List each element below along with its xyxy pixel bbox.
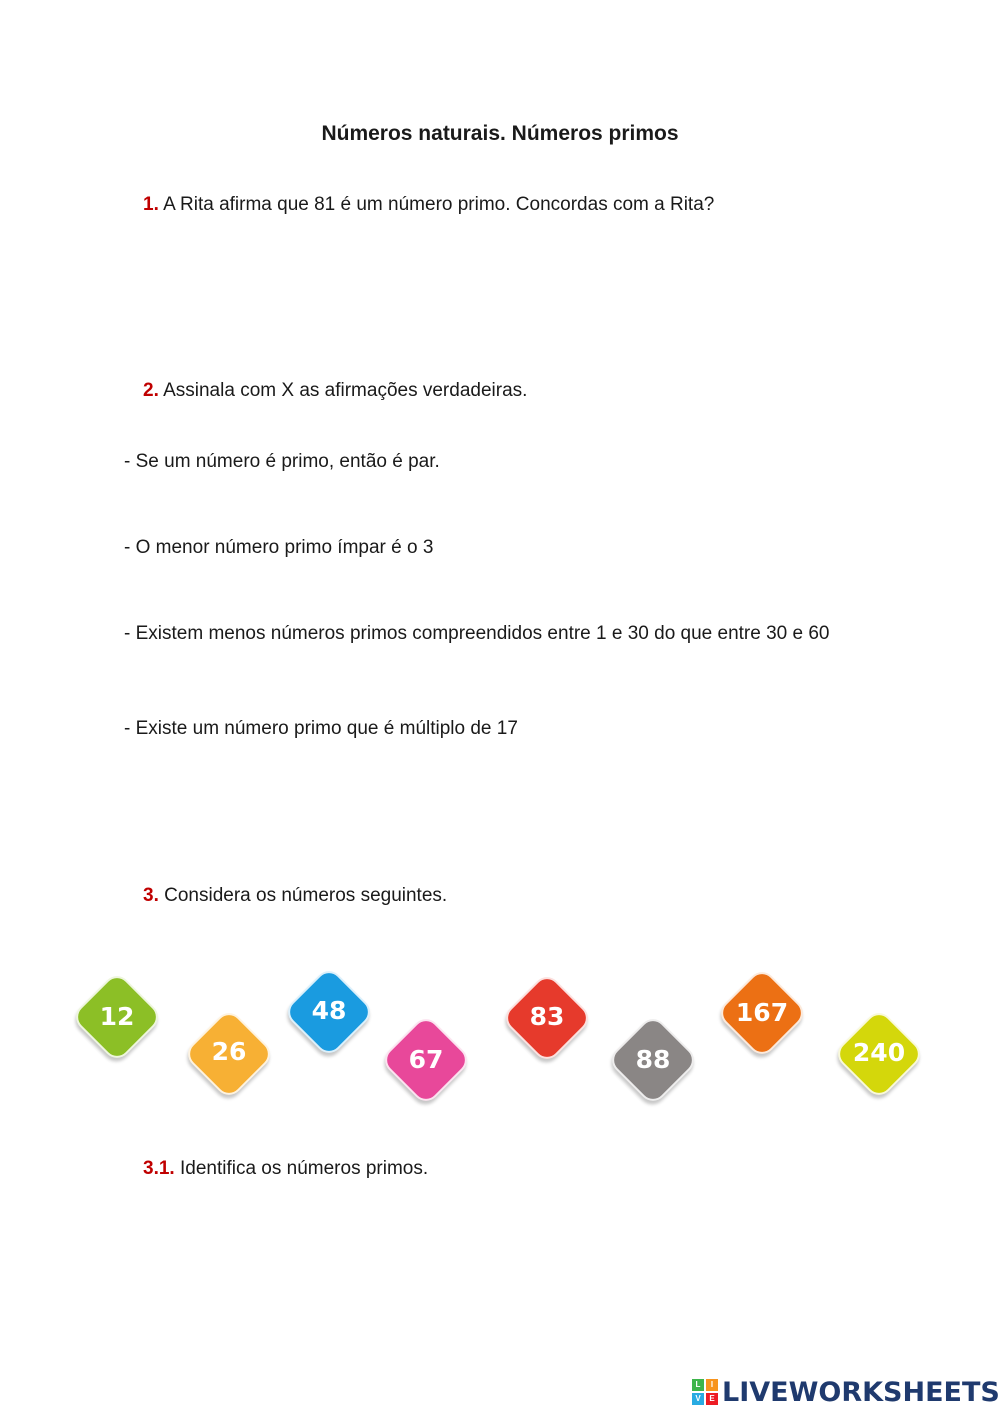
question-2 — [143, 380, 527, 402]
question-text: Identifica os números primos. — [179, 1158, 429, 1179]
question-number: 3.1. — [143, 1158, 175, 1179]
number-tile-label: 48 — [311, 996, 347, 1025]
question-3-1 — [143, 1158, 428, 1180]
number-tile-label: 240 — [852, 1038, 906, 1067]
question-text: A Rita afirma que 81 é um número primo. Concordas com a Rita? — [163, 194, 715, 215]
logo-text: LIVEWORKSHEETS — [722, 1376, 1000, 1408]
number-tile-label: 83 — [529, 1002, 565, 1031]
number-tile-label: 26 — [211, 1037, 247, 1066]
statement-3: - Existem menos números primos compreendidos entre 1 e 30 do que entre 30 e 60 — [124, 623, 830, 644]
number-tile-label: 88 — [635, 1045, 671, 1074]
question-text: Assinala com X as afirmações verdadeiras. — [163, 380, 528, 401]
question-number: 1. — [143, 194, 159, 215]
question-1 — [143, 194, 714, 216]
question-number: 3. — [143, 885, 159, 906]
logo-grid-icon: L I V E — [692, 1379, 718, 1405]
page-title: Números naturais. Números primos — [321, 122, 679, 145]
liveworksheets-logo — [692, 1376, 1000, 1408]
statement-2: - O menor número primo ímpar é o 3 — [124, 537, 434, 558]
question-number: 2. — [143, 380, 159, 401]
question-3 — [143, 885, 447, 907]
question-text: Considera os números seguintes. — [164, 885, 448, 906]
number-tile-label: 12 — [99, 1002, 135, 1031]
number-tile-label: 67 — [408, 1045, 444, 1074]
statement-4: - Existe um número primo que é múltiplo de 17 — [124, 718, 518, 739]
statement-1: - Se um número é primo, então é par. — [124, 451, 440, 472]
number-tile-label: 167 — [735, 998, 789, 1027]
